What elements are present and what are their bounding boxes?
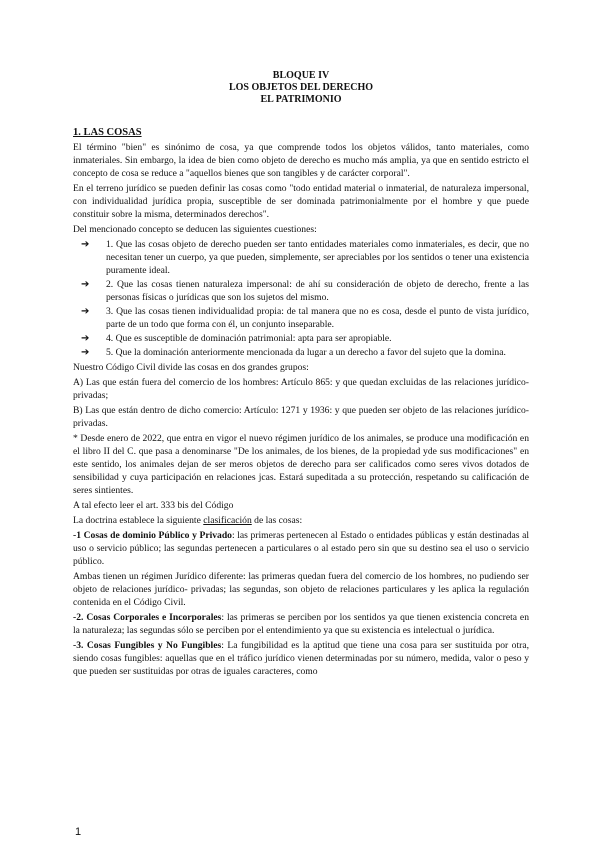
paragraph: B) Las que están dentro de dicho comercio: Artículo: 1271 y 1936: y que pueden ser objeto de las relaciones jurídico-privadas. (73, 405, 529, 429)
paragraph: -3. Cosas Fungibles y No Fungibles: La fungibilidad es la aptitud que tiene una cosa para ser sustituida por otra, siendo cosas fungibles: aquellas que en el tráfico jurídico vienen determinadas por su número, medida, valor o peso y que pueden ser sustituidas por otras de iguales caracteres, como (73, 640, 529, 677)
arrow-right-icon: ➔ (81, 279, 90, 290)
list-item: ➔ 5. Que la dominación anteriormente mencionada da lugar a un derecho a favor del sujeto que la domina. (81, 347, 506, 358)
paragraph: En el terreno jurídico se pueden definir las cosas como "todo entidad material o inmaterial, de naturaleza impersonal, con individualidad jurídica propia, susceptible de ser dominada patrimonialmente por el hombre y que puede constituir sobre la misma, determinados derechos". (73, 183, 529, 220)
header-block-title: BLOQUE IV (272, 70, 330, 81)
paragraph: Del mencionado concepto se deducen las siguientes cuestiones: (73, 224, 317, 235)
list-item: ➔ 1. Que las cosas objeto de derecho pueden ser tanto entidades materiales como inmateriales, es decir, que no necesitan tener un cuerpo, ya que pueden, simplemente, ser apreciables por los sentidos o tener una existencia puramente ideal. (81, 239, 529, 276)
list-item: ➔ 4. Que es susceptible de dominación patrimonial: apta para ser apropiable. (81, 333, 392, 344)
classification-term: clasificación (203, 515, 252, 526)
classification-label: -3. Cosas Fungibles y No Fungibles (73, 640, 222, 651)
arrow-right-icon: ➔ (81, 239, 90, 250)
list-item: ➔ 2. Que las cosas tienen naturaleza impersonal: de ahí su consideración de objeto de derecho, frente a las personas físicas o jurídicas que son los sujetos del mismo. (81, 279, 529, 303)
list-item: ➔ 3. Que las cosas tienen individualidad propia: de tal manera que no es cosa, desde el punto de vista jurídico, parte de un todo que forma con él, un conjunto inseparable. (81, 306, 529, 330)
arrow-right-icon: ➔ (81, 306, 90, 317)
page-number: 1 (75, 826, 82, 838)
arrow-right-icon: ➔ (81, 347, 90, 358)
paragraph: * Desde enero de 2022, que entra en vigor el nuevo régimen jurídico de los animales, se produce una modificación en el libro II del C. que pasa a denominarse "De los animales, de los bienes, de la propiedad ydе sus modificaciones" en este sentido, los animales dejan de ser meros objetos de derecho para ser calificados como seres vivos dotados de sensibilidad y cuya participación en relaciones jcas. Estará supeditada a su protección, respetando su calificación de seres sintientes. (73, 433, 529, 496)
header-subtitle-2: EL PATRIMONIO (260, 94, 342, 105)
classification-label: -2. Cosas Corporales e Incorporales (73, 612, 222, 623)
paragraph: A) Las que están fuera del comercio de los hombres: Artículo 865: y que quedan excluidas de las relaciones jurídico- privadas; (73, 377, 529, 401)
header-subtitle: LOS OBJETOS DEL DERECHO (228, 82, 374, 93)
paragraph: A tal efecto leer el art. 333 bis del Código (73, 500, 234, 511)
document-header (73, 70, 529, 106)
paragraph: Ambas tienen un régimen Jurídico diferente: las primeras quedan fuera del comercio de los hombres, no pudiendo ser objeto de relaciones jurídico- privadas; las segundas, son objeto de relaciones particulares y les aplica la regulación contenida en el Código Civil. (73, 571, 529, 608)
paragraph: -2. Cosas Corporales e Incorporales: las primeras se perciben por los sentidos ya que tienen existencia concreta en la naturaleza; las segundas sólo se perciben por el entendimiento ya que su existencia es intelectual o jurídica. (73, 612, 529, 636)
classification-label: -1 Cosas de dominio Público y Privado (73, 530, 232, 541)
paragraph: -1 Cosas de dominio Público y Privado: las primeras pertenecen al Estado o entidades públicas y están destinadas al uso o servicio público; las segundas pertenecen a particulares o al estado pero sin que su destino sea el uso o servicio público. (73, 530, 530, 567)
paragraph: Nuestro Código Civil divide las cosas en dos grandes grupos: (73, 362, 309, 373)
paragraph: El término "bien" es sinónimo de cosa, ya que comprende todos los objetos válidos, tanto materiales, como inmateriales. Sin embargo, la idea de bien como objeto de derecho es mucho más amplia, ya que en sentido estricto el concepto de cosa se reduce a "aquellos bienes que son tangibles y de carácter corporal". (73, 142, 529, 179)
document-page (73, 70, 529, 680)
bullet-list (73, 238, 529, 359)
arrow-right-icon: ➔ (81, 333, 90, 344)
paragraph: La doctrina establece la siguiente clasificación de las cosas: (73, 515, 303, 526)
section-title: 1. LAS COSAS (73, 127, 142, 138)
